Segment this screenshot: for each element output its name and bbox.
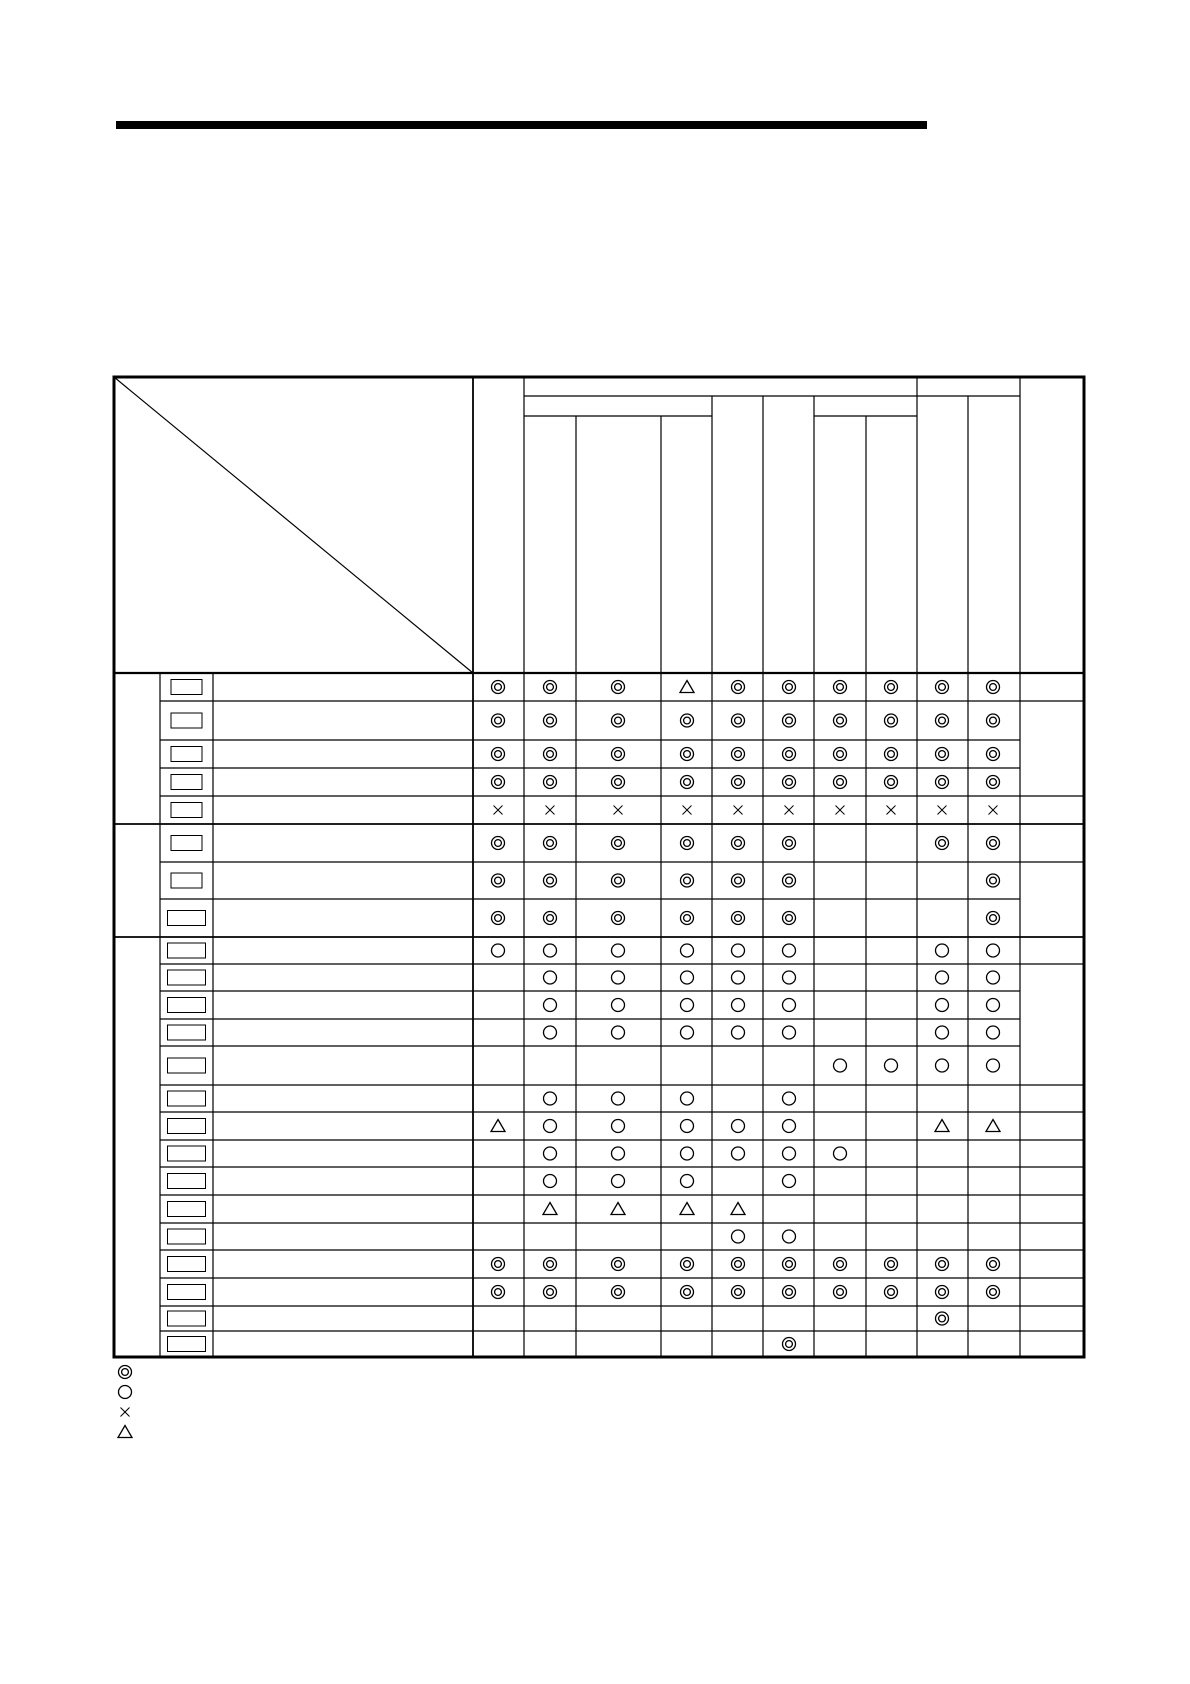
outline: [118, 1426, 132, 1438]
double-circle-mark: [119, 1366, 132, 1379]
inner-ring: [122, 1369, 129, 1376]
outer-ring: [119, 1366, 132, 1379]
cross-mark: [121, 1408, 130, 1417]
circle-mark: [119, 1386, 132, 1399]
triangle-mark: [118, 1426, 132, 1438]
ring: [119, 1386, 132, 1399]
